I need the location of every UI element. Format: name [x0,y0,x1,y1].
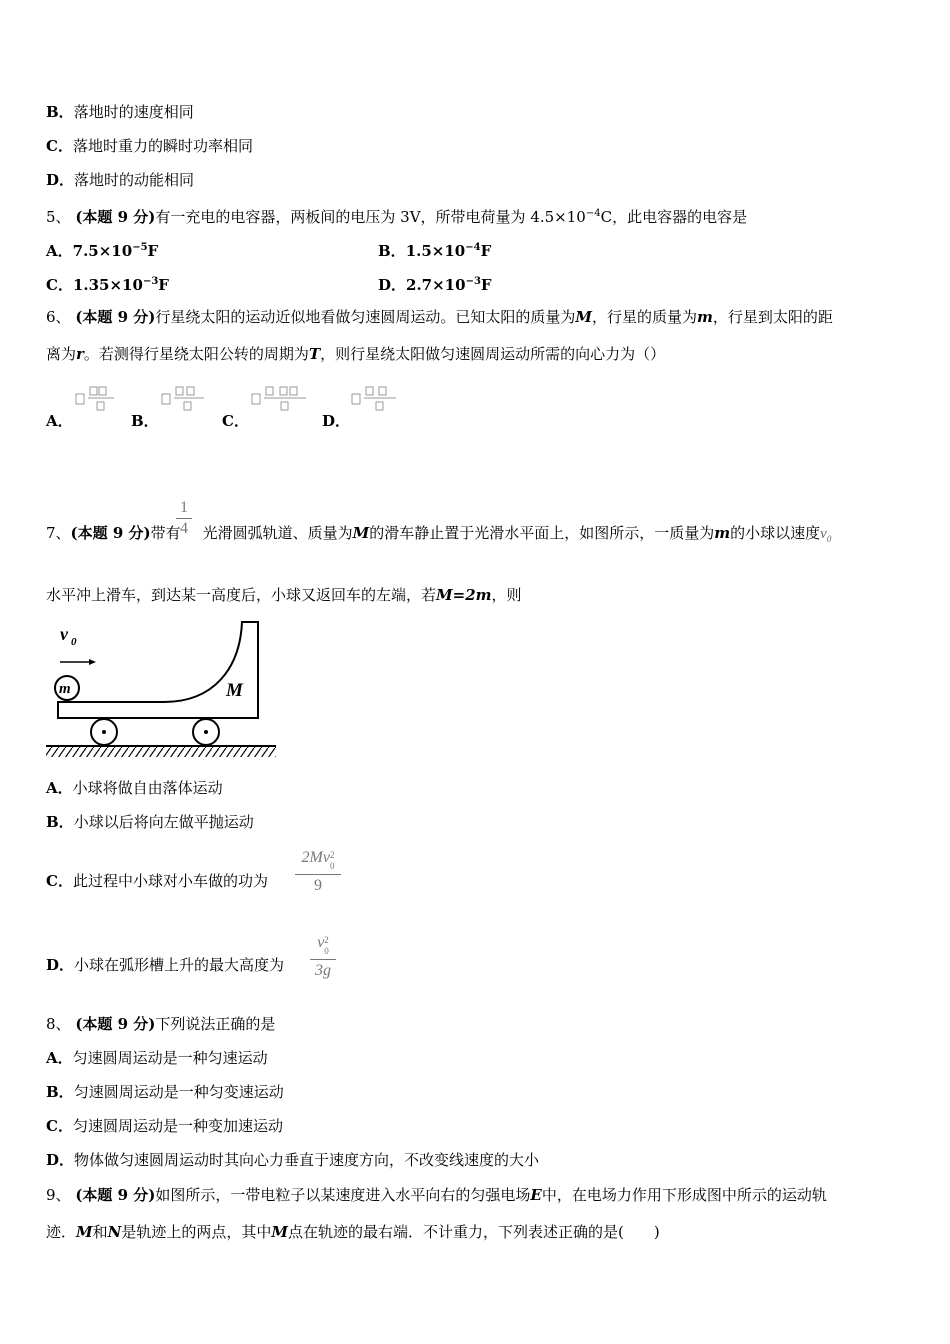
q8-option-d [46,1150,539,1170]
option-text: 落地时重力的瞬时功率相同 [72,137,253,155]
var-v0: v [820,526,827,542]
option-text: 物体做匀速圆周运动时其向心力垂直于速度方向，不改变线速度的大小 [74,1151,540,1169]
fraction-denominator: 9 [314,877,322,895]
ball-label: m [59,681,71,697]
question-number: 7、 [46,524,71,542]
q6-stem-line2 [46,344,665,364]
question-prefix: (本题 9 分) [75,308,156,326]
var-T: T [308,345,321,363]
stem-text: 有一充电的电容器，两板间的电压为 3V，所带电荷量为 4.5×10 [155,208,586,226]
option-letter: D． [46,171,75,189]
unit: F [480,242,492,260]
option-letter: A． [46,242,73,260]
fraction-denominator: 3g [315,962,331,980]
q7-quarter-fraction [176,498,192,539]
q5-option-c [46,272,169,295]
q8-option-c [46,1116,283,1136]
fraction-numerator: v [317,934,325,951]
q8-option-a [46,1048,268,1068]
stem-text: 的小球以速度 [730,524,821,542]
var-M: M [76,1223,93,1241]
q7-stem-line1 [46,523,831,549]
q6-option-d-letter: D． [322,412,351,430]
question-number: 5、 [46,208,71,226]
q6-option-a-formula-image [74,384,118,416]
option-text: 匀速圆周运动是一种匀速运动 [72,1049,268,1067]
q6-option-c-formula-image [250,384,310,416]
var-m: m [697,308,713,326]
option-letter: C． [46,872,73,890]
fraction-numerator: 1 [176,498,192,519]
option-text: 匀速圆周运动是一种匀变速运动 [73,1083,284,1101]
stem-text: 的滑车静止置于光滑水平面上，如图所示，一质量为 [369,524,715,542]
stem-text: 迹． [46,1223,77,1241]
unit: F [147,242,159,260]
option-letter: D． [46,956,75,974]
question-number: 9、 [46,1186,71,1204]
question-prefix: (本题 9 分) [75,1186,156,1204]
option-value: 1.35×10 [72,276,143,294]
subscript: 0 [329,861,335,872]
option-text: 小球在弧形槽上升的最大高度为 [74,956,285,974]
question-prefix: (本题 9 分) [70,524,151,542]
unit: F [158,276,169,294]
unit: F [480,276,492,294]
q6-option-a-letter: A． [46,412,73,430]
stem-text: 光滑圆弧轨道、质量为 [202,524,353,542]
option-value: 7.5×10 [72,242,133,260]
option-letter: C． [46,276,73,294]
q7-figure [44,618,280,760]
q6-option-b-formula-image [160,384,208,416]
option-letter: A． [46,779,73,797]
stem-text: 是轨迹上的两点，其中 [121,1223,272,1241]
option-text: 落地时的速度相同 [73,103,194,121]
var-M: M [271,1223,288,1241]
option-letter: D． [378,276,407,294]
q7-option-c-fraction [295,847,341,896]
stem-text: 带有 [150,524,181,542]
superscript: 2 [329,850,335,860]
cart-body [58,622,258,718]
option-text: 小球将做自由落体运动 [72,779,223,797]
option-letter: D． [46,1151,75,1169]
axle [102,730,106,734]
var-r: r [76,345,84,363]
q5-option-a [46,238,158,261]
stem-text: C，此电容器的电容是 [600,208,748,226]
stem-text: ，则行星绕太阳做匀速圆周运动所需的向心力为（） [320,345,666,363]
condition: M=2m [436,586,492,604]
stem-text: ，行星的质量为 [592,308,698,326]
q5-stem [46,204,747,227]
option-letter: B． [46,1083,74,1101]
stem-text: 离为 [46,345,77,363]
question-prefix: (本题 9 分) [75,208,156,226]
velocity-subscript: 0 [71,636,77,648]
option-text: 此过程中小球对小车做的功为 [72,872,268,890]
q7-option-a [46,778,223,798]
stem-text: 。若测得行星绕太阳公转的周期为 [83,345,309,363]
axle [204,730,208,734]
q8-option-b [46,1082,284,1102]
option-letter: B． [46,103,74,121]
var-M: M [575,308,593,326]
q7-option-d [46,955,284,975]
option-value: 1.5×10 [405,242,466,260]
q7-option-d-fraction [310,932,336,981]
cart-label: M [226,680,243,701]
option-text: 落地时的动能相同 [74,171,195,189]
fraction-numerator: 2Mv [301,849,330,866]
option-letter: C． [46,1117,73,1135]
q9-stem-line1 [46,1185,827,1205]
question-number: 8、 [46,1015,71,1033]
var-N: N [107,1223,122,1241]
q7-option-c [46,871,268,891]
stem-text: 如图所示，一带电粒子以某速度进入水平向右的匀强电场 [155,1186,531,1204]
question-number: 6、 [46,308,71,326]
fraction-denominator: 4 [180,520,188,537]
stem-text: ，行星到太阳的距 [712,308,833,326]
stem-text: 行星绕太阳的运动近似地看做匀速圆周运动。已知太阳的质量为 [155,308,576,326]
q9-stem-line2 [46,1222,660,1242]
q7-stem-line2 [46,585,522,605]
exponent: −3 [142,276,159,287]
option-letter: A． [46,1049,73,1067]
exponent: −3 [465,276,481,287]
velocity-label: v [60,624,68,644]
exponent: −4 [585,208,601,219]
option-value: 2.7×10 [406,276,466,294]
superscript: 2 [324,935,329,945]
stem-text: ，则 [491,586,522,604]
q5-option-b [378,238,491,261]
q6-option-c-letter: C． [222,412,249,430]
exponent: −4 [465,242,481,253]
q4-option-c [46,136,253,156]
stem-text: 中，在电场力作用下形成图中所示的运动轨 [541,1186,827,1204]
subscript: 0 [826,534,832,544]
var-m: m [714,524,731,542]
option-letter: B． [378,242,406,260]
ground-hatch [46,747,276,757]
option-letter: B． [46,813,74,831]
var-E: E [530,1186,542,1204]
option-text: 小球以后将向左做平抛运动 [73,813,254,831]
subscript: 0 [324,946,329,957]
q8-stem [46,1014,275,1034]
stem-text: 水平冲上滑车，到达某一高度后，小球又返回车的左端，若 [46,586,437,604]
stem-text: 下列说法正确的是 [155,1015,276,1033]
stem-text: 点在轨迹的最右端．不计重力，下列表述正确的是( ) [287,1223,660,1241]
q7-option-b [46,812,254,832]
stem-text: 和 [92,1223,108,1241]
q6-stem-line1 [46,307,833,327]
question-prefix: (本题 9 分) [75,1015,156,1033]
var-M: M [352,524,370,542]
q5-option-d [378,272,492,295]
option-letter: C． [46,137,73,155]
exponent: −5 [132,242,148,253]
q4-option-b [46,102,194,122]
q6-option-d-formula-image [350,384,400,416]
q4-option-d [46,170,194,190]
option-text: 匀速圆周运动是一种变加速运动 [72,1117,283,1135]
arrow-head-icon [89,659,96,665]
q6-option-b-letter: B． [131,412,159,430]
